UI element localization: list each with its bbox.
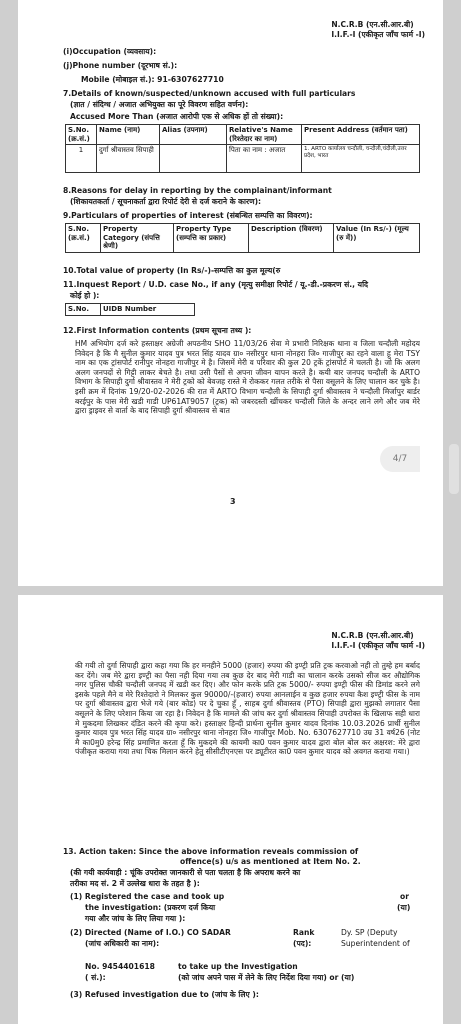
table-header-cell: Property Category (संपत्ति श्रेणी)	[101, 224, 174, 253]
table-header-cell: S.No. (क्र.सं.)	[66, 125, 97, 145]
table-cell: दुर्गा श्रीवास्तव सिपाही	[97, 145, 160, 173]
rank-value-line2: Superintendent of	[341, 939, 410, 948]
take-investigation-hindi: (को जांच अपने पास में लेने के लिए निर्देश दिया गया) or (या)	[178, 973, 355, 982]
section-13-line3: (की गयी कार्यवाही : चूंकि उपरोक्त जानकारी से पता चलता है कि अपराध करने का	[70, 868, 301, 877]
section-13-line2: offence(s) u/s as mentioned at Item No. 2.	[180, 857, 361, 866]
section-11-title: 11.Inquest Report / U.D. case No., if any (मृत्यु समीक्षा रिपोर्ट / यू.-डी.-प्रकरण सं., यदि	[63, 280, 369, 289]
section-8-title: 8.Reasons for delay in reporting by the complainant/informant	[63, 186, 332, 195]
table-row	[66, 145, 420, 173]
header-subtitle: I.I.F.-I (एकीकृत जाँच फार्म -I)	[331, 641, 425, 650]
scroll-indicator[interactable]	[449, 444, 459, 494]
accused-count-label: Accused More Than (अजात आरोपी एक से अधिक हों तो संख्या):	[70, 112, 284, 121]
document-page-3	[18, 0, 443, 586]
rank-value-line1: Dy. SP (Deputy	[341, 928, 398, 937]
action-1-line3: गया और जांच के लिए लिया गया ):	[85, 914, 186, 923]
table-header-cell: Name (नाम)	[97, 125, 160, 145]
or-label: or	[400, 892, 409, 901]
fir-contents-text: HM अभियोग दर्ज करे हस्ताक्षर अग्रेजी अपठनीय SHO 11/03/26 सेवा मे प्रभारी निरिक्षक थाना व जिला चन्दौली महोदय निवेदन है कि मै सुनील कुमार यादव पुत्र भरत सिंह यादव ग्रा० नसीरपुर थाना नोनहरा जि० गाजीपुर का रहने वाला हू मेरा TSY नाम का एक ट्रांसपोर्ट रानीपुर नोनहरा गाजीपुर मे है। जिसमें मेरी व परिवार की कुल 20 ट्रकें ट्रांसपोर्ट मे चलती है। जो कि अलग अलग जनपदों से गिट्टी लाकर बेचते है। तथा उसी पैसों से अपना जीवन यापन करते है। कयी बार जनपद चन्दौली के ARTO विभाग के सिपाही दुर्गा श्रीवास्तव ने मेरी ट्रको को बेवजह रास्ते मे रोककर गलत तरीके से पैसा वसूलने के लिए चालान कर चुके है। इसी क्रम में दिनांक 19/20-02-2026 की रात में ARTO विभाग चन्दौली के सिपाही दुर्गा श्रीवास्तव ने चन्दौली मिर्जापुर बार्डर बरईपुर के पास मेरी खडी गाडी UP61AT9057 (ट्रक) को जबरदस्ती खींचकर चन्दौली जिले के अन्दर लाने लगे और जब मेरे द्वारा ड्राइवर से वार्ता के बाद सिपाही दुर्गा श्रीवास्तव से बात	[75, 339, 420, 416]
page-indicator-badge: 4/7	[380, 446, 420, 472]
action-1-line2: the investigation: (प्रकरण दर्ज किया	[85, 903, 216, 912]
document-page-4	[18, 595, 443, 1024]
page-number: 3	[230, 497, 236, 506]
section-13-title: 13. Action taken: Since the above information reveals commission of	[63, 847, 359, 856]
table-header-row	[66, 125, 420, 145]
action-1-line1: (1) Registered the case and took up	[70, 892, 225, 901]
fir-contents-continued: की गयी तो दुर्गा सिपाही द्वारा कहा गया कि हर मनहीने 5000 (हजार) रुपया की इण्ट्री प्रति ट्रक करवाओ नही तो तुम्हे हम बर्बाद कर देंगे। जब मेरे द्वारा इण्ट्री का पैसा नही दिया गया तब कुछ देर बाद मेरी गाडी का चालान करके उसको सीज कर औद्योगिक नगर पुलिस चौकी चन्दौली जनपद में खडी कर दिए। और फोन करके प्रति ट्रक 5000/- रुपया इण्ट्री फीस की डिमांड करने लगे इसके पहले मैने व मेरे रिश्तेदारो ने मिलकर कुल 90000/-(हजार) रुपया आनलाईन व कुछ हजार रुपया कैश इण्ट्री फीस के नाम पर दुर्गा श्रीवास्तव द्वारा भेजे गये (बार कोड) पर दे चुका हूँ , साहब दुर्गा श्रीवास्तव (PTO) सिपाही द्वारा मुझको लगातार पैसा वसूलने के लिए परेशान किया जा रहा है। निवेदन है कि मामले की जांच कर दुर्गा श्रीवास्तव सिपाही उपरोक्त के खिलाफ सही धारा मे मुकदमा लिखकर दंडित करने की कृपा करे। हस्ताक्षर हिन्दी प्रार्थना सुनील कुमार यादव दिनांक 10.03.2026 प्रार्थी सुनील कुमार यादव पुत्र भरत सिंह यादव ग्रा० नसीरपुर थाना नोनहरा जि० गाजीपुर Mob. No. 6307627710 उम्र 31 वर्ष26 (नोट मै का0मु0 हरेन्द्र सिंह प्रमाणित करता हूँ कि मुकदमे की कायमी का0 पवन कुमार यादव द्वारा बोल बोल कर अक्षरश: मेरे द्वारा पंजीकृत कराया गया तथा चिक मिलान करने हेतु सीसीटीएनएस पर ड्यूटीरत का0 पवन कुमार यादव को अवगत कराया गया।)	[75, 661, 420, 757]
table-header-cell: Relative's Name (रिश्तेदार का नाम)	[227, 125, 302, 145]
occupation-label: (i)Occupation (व्यवसाय):	[63, 47, 157, 56]
action-3-line1: (3) Refused investigation due to (जांच के लिए ):	[70, 990, 259, 999]
header-ncrb	[331, 631, 425, 651]
property-table	[65, 223, 420, 253]
table-cell: 1. ARTO कार्यालय चन्दौली, चन्दौली,चंदौली,उत्तर प्रदेश, भारत	[302, 145, 420, 173]
action-2-line2: (जांच अधिकारी का नाम):	[85, 939, 160, 948]
table-cell: पिता का नाम : अजात	[227, 145, 302, 173]
io-number: No. 9454401618	[85, 962, 155, 971]
io-number-hindi: ( सं.):	[85, 973, 106, 982]
header-ncrb	[331, 20, 425, 40]
table-header-cell: Property Type (सम्पत्ति का प्रकार)	[174, 224, 249, 253]
table-header-cell: S.No.	[66, 304, 101, 316]
table-header-cell: Alias (उपनाम)	[160, 125, 227, 145]
accused-table	[65, 124, 420, 173]
table-header-row	[66, 224, 420, 253]
section-9-title: 9.Particulars of properties of interest (संबन्धित सम्पत्ति का विवरण):	[63, 211, 313, 220]
table-cell: 1	[66, 145, 97, 173]
rank-label-hindi: (पद):	[293, 939, 312, 948]
table-cell	[160, 145, 227, 173]
header-title: N.C.R.B (एन.सी.आर.बी)	[331, 631, 414, 640]
table-header-cell: S.No. (क्र.सं.)	[66, 224, 101, 253]
section-12-title: 12.First Information contents (प्रथम सूचना तथ्य ):	[63, 326, 252, 335]
section-8-subtitle: (शिकायतकर्ता / सूचनाकर्ता द्वारा रिपोर्ट देरी से दर्ज कराने के कारण):	[70, 197, 262, 206]
table-header-row	[66, 304, 195, 316]
table-header-cell: Present Address (वर्तमान पता)	[302, 125, 420, 145]
take-investigation-label: to take up the Investigation	[178, 962, 298, 971]
header-subtitle: I.I.F.-I (एकीकृत जाँच फार्म -I)	[331, 30, 425, 39]
table-header-cell: Value (In Rs/-) (मूल्य (रु में))	[334, 224, 420, 253]
mobile-label: Mobile (मोबाइल सं.): 91-6307627710	[81, 75, 224, 84]
or-label-hindi: (या)	[397, 903, 411, 912]
phone-label: (j)Phone number (दूरभाष सं.):	[63, 61, 178, 70]
uidb-table	[65, 303, 195, 316]
header-title: N.C.R.B (एन.सी.आर.बी)	[331, 20, 414, 29]
rank-label: Rank	[293, 928, 315, 937]
table-header-cell: Description (विवरण)	[249, 224, 334, 253]
section-7-subtitle: (ज्ञात / संदिग्ध / अजात अभियुक्त का पूरे विवरण सहित वर्णन):	[70, 100, 249, 109]
section-11-subtitle: कोई हो ):	[70, 291, 100, 300]
section-13-line4: तरीका मद सं. 2 में उल्लेख धारा के तहत है ):	[70, 879, 200, 888]
section-7-title: 7.Details of known/suspected/unknown accused with full particulars	[63, 89, 356, 98]
table-header-cell: UIDB Number	[101, 304, 195, 316]
section-10-title: 10.Total value of property (In Rs/-)-सम्पत्ति का कुल मूल्य(रु	[63, 266, 281, 275]
action-2-line1: (2) Directed (Name of I.O.) CO SADAR	[70, 928, 231, 937]
